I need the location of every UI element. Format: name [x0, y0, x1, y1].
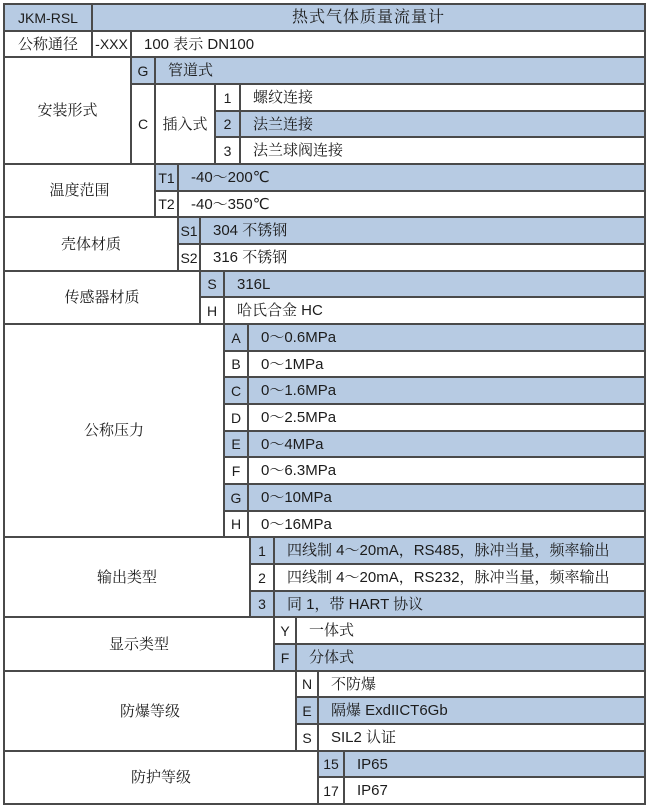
explosion-option-E-value: 隔爆 ExdIICT6Gb: [318, 697, 645, 724]
output-label: 输出类型: [4, 537, 250, 617]
protection-option-17-code: 17: [318, 777, 344, 804]
temp-option-T2-code: T2: [155, 191, 178, 217]
sensor-option-S-code: S: [200, 271, 224, 297]
pressure-option-G-code: G: [224, 484, 248, 511]
model-code-cell: JKM-RSL: [4, 4, 92, 31]
pressure-option-D-code: D: [224, 404, 248, 431]
install-insert-option-2-value: 法兰连接: [240, 111, 645, 137]
pressure-option-C-code: C: [224, 377, 248, 404]
output-option-2-code: 2: [250, 564, 274, 591]
pressure-label: 公称压力: [4, 324, 224, 537]
dn-label: 公称通径: [4, 31, 92, 57]
protection-label: 防护等级: [4, 751, 318, 804]
output-option-3-value: 同 1，带 HART 协议: [274, 591, 645, 617]
temp-option-T2-value: -40～350℃: [178, 191, 645, 217]
install-insert-option-2-code: 2: [215, 111, 240, 137]
explosion-option-S-value: SIL2 认证: [318, 724, 645, 751]
output-option-1-value: 四线制 4～20mA，RS485，脉冲当量，频率输出: [274, 537, 645, 564]
explosion-option-S-code: S: [296, 724, 318, 751]
sensor-option-H-code: H: [200, 297, 224, 324]
dn-code: -XXX: [92, 31, 131, 57]
output-option-1-code: 1: [250, 537, 274, 564]
explosion-option-N-code: N: [296, 671, 318, 697]
install-insert-option-3-value: 法兰球阀连接: [240, 137, 645, 164]
protection-option-15-value: IP65: [344, 751, 645, 777]
display-option-Y-code: Y: [274, 617, 296, 644]
install-insert-option-1-code: 1: [215, 84, 240, 111]
pressure-option-G-value: 0～10MPa: [248, 484, 645, 511]
output-option-2-value: 四线制 4～20mA，RS232，脉冲当量，频率输出: [274, 564, 645, 591]
housing-label: 壳体材质: [4, 217, 178, 271]
sensor-option-H-value: 哈氏合金 HC: [224, 297, 645, 324]
display-option-Y-value: 一体式: [296, 617, 645, 644]
explosion-option-N-value: 不防爆: [318, 671, 645, 697]
pressure-option-D-value: 0～2.5MPa: [248, 404, 645, 431]
housing-option-S1-value: 304 不锈钢: [200, 217, 645, 244]
display-option-F-code: F: [274, 644, 296, 671]
pressure-option-B-value: 0～1MPa: [248, 351, 645, 377]
product-title-cell: 热式气体质量流量计: [92, 4, 645, 31]
housing-option-S1-code: S1: [178, 217, 200, 244]
dn-value: 100 表示 DN100: [131, 31, 645, 57]
pressure-option-F-code: F: [224, 457, 248, 484]
pressure-option-A-value: 0～0.6MPa: [248, 324, 645, 351]
pressure-option-E-code: E: [224, 431, 248, 457]
temp-label: 温度范围: [4, 164, 155, 217]
pressure-option-F-value: 0～6.3MPa: [248, 457, 645, 484]
protection-option-15-code: 15: [318, 751, 344, 777]
install-option-C-code: C: [131, 84, 155, 164]
pressure-option-H-value: 0～16MPa: [248, 511, 645, 537]
protection-option-17-value: IP67: [344, 777, 645, 804]
install-insert-label: 插入式: [155, 84, 215, 164]
housing-option-S2-code: S2: [178, 244, 200, 271]
install-option-G-code: G: [131, 57, 155, 84]
housing-option-S2-value: 316 不锈钢: [200, 244, 645, 271]
explosion-option-E-code: E: [296, 697, 318, 724]
install-label: 安装形式: [4, 57, 131, 164]
pressure-option-B-code: B: [224, 351, 248, 377]
install-insert-option-3-code: 3: [215, 137, 240, 164]
pressure-option-H-code: H: [224, 511, 248, 537]
display-option-F-value: 分体式: [296, 644, 645, 671]
output-option-3-code: 3: [250, 591, 274, 617]
display-label: 显示类型: [4, 617, 274, 671]
pressure-option-E-value: 0～4MPa: [248, 431, 645, 457]
sensor-label: 传感器材质: [4, 271, 200, 324]
pressure-option-A-code: A: [224, 324, 248, 351]
temp-option-T1-code: T1: [155, 164, 178, 191]
install-option-G-value: 管道式: [155, 57, 645, 84]
temp-option-T1-value: -40～200℃: [178, 164, 645, 191]
pressure-option-C-value: 0～1.6MPa: [248, 377, 645, 404]
install-insert-option-1-value: 螺纹连接: [240, 84, 645, 111]
explosion-label: 防爆等级: [4, 671, 296, 751]
sensor-option-S-value: 316L: [224, 271, 645, 297]
